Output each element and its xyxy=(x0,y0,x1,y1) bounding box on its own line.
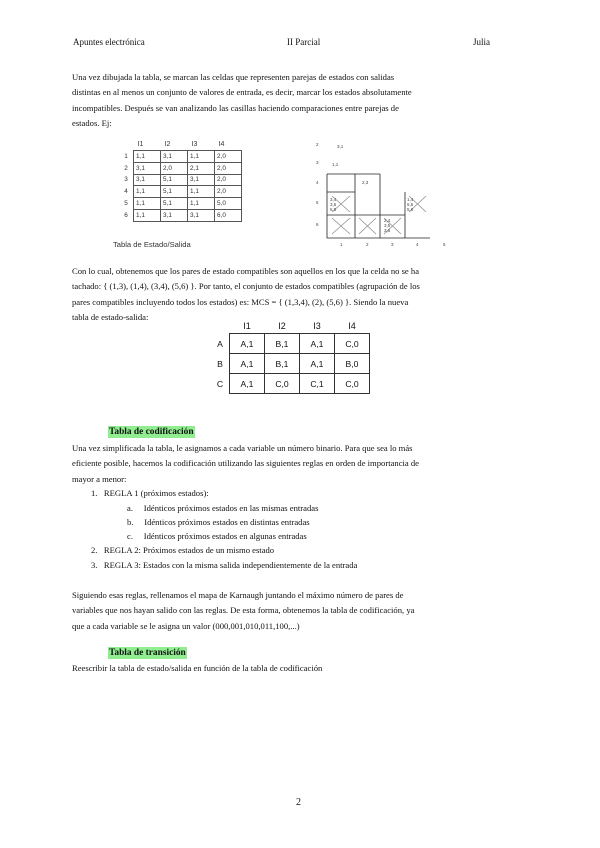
col-header: I3 xyxy=(313,320,321,331)
cell-note: 3,1 xyxy=(337,144,344,149)
row-label: 4 xyxy=(316,180,319,185)
table-row: 4 1,1 5,1 1,1 2,0 xyxy=(119,186,242,198)
row-label: 6 xyxy=(316,222,319,227)
table-row: A A,1 B,1 A,1 C,0 xyxy=(211,334,370,354)
section-heading-codification: Tabla de codificación xyxy=(109,427,194,437)
cell-note: 5,6 xyxy=(407,207,414,212)
codification-paragraph: Una vez simplificada la tabla, le asignamos a cada variable un número binario. Para que sea lo más eficiente posible, hacemos la codificación utilizando las siguientes reglas en orden de importancia de mayor a menor: xyxy=(72,443,419,484)
header-right: Julia xyxy=(473,37,490,47)
cell-note: 3,5 xyxy=(330,202,337,207)
row-label: 2 xyxy=(316,142,319,147)
page-number: 2 xyxy=(296,797,301,808)
row-label: 5 xyxy=(316,200,319,205)
col-label: 5 xyxy=(443,242,446,247)
col-header: I1 xyxy=(137,140,144,148)
list-item: c. Idénticos próximos estados en algunas entradas xyxy=(127,531,307,541)
cell-note: 3,4 xyxy=(330,197,337,202)
col-label: 3 xyxy=(391,242,394,247)
col-header: I4 xyxy=(218,140,225,148)
table-row: 5 1,1 5,1 1,1 5,0 xyxy=(119,198,242,210)
list-item: 2. REGLA 2: Próximos estados de un mismo estado xyxy=(91,545,275,555)
transition-paragraph: Reescribir la tabla de estado/salida en función de la tabla de codificación xyxy=(72,663,323,673)
cell-note: 5,5 xyxy=(330,207,337,212)
table-caption: Tabla de Estado/Salida xyxy=(113,240,191,249)
list-item: 1. REGLA 1 (próximos estados): xyxy=(91,488,209,498)
col-header: I3 xyxy=(191,140,198,148)
cell-note: 3,6 xyxy=(384,228,391,233)
cell-note: 2,3 xyxy=(362,180,369,185)
cross-mark xyxy=(359,218,376,234)
header-center: II Parcial xyxy=(287,37,321,47)
row-label: 3 xyxy=(316,160,319,165)
table-row: 6 1,1 3,1 3,1 6,0 xyxy=(119,209,242,221)
state-output-table xyxy=(119,138,242,222)
header-left: Apuntes electrónica xyxy=(73,37,145,47)
col-header: I1 xyxy=(243,320,251,331)
compatible-pairs-paragraph: Con lo cual, obtenemos que los pares de estado compatibles son aquellos en los que la celda no se ha tachado: { (1,3), (1,4), (3,4), (5,6) }. Por tanto, el conjunto de estados compatibles (agrupación de los pares compatibles incluyendo todos los estados) es: MCS = { (1,3,4), (2), (5,6) }. Siendo la nueva tabla de estado-salida: xyxy=(72,266,420,322)
cell-note: 2,4 xyxy=(384,218,391,223)
cell-note: 3,5 xyxy=(384,223,391,228)
table-row: 2 3,1 2,0 2,1 2,0 xyxy=(119,162,242,174)
cell-note: 5,5 xyxy=(407,202,414,207)
col-label: 4 xyxy=(416,242,419,247)
cell-note: 1,4 xyxy=(407,197,414,202)
reduced-state-table xyxy=(211,318,370,394)
table-row: C A,1 C,0 C,1 C,0 xyxy=(211,374,370,394)
col-header: I2 xyxy=(278,320,286,331)
section-heading-transition: Tabla de transición xyxy=(109,648,186,658)
table-row: 1 1,1 3,1 1,1 2,0 xyxy=(119,151,242,163)
col-header: I2 xyxy=(164,140,171,148)
cell-note: 1,1 xyxy=(332,162,339,167)
list-item: b. Idénticos próximos estados en distintas entradas xyxy=(127,517,310,527)
table-row: B A,1 B,1 A,1 B,0 xyxy=(211,354,370,374)
implicant-chart xyxy=(310,134,470,250)
col-header: I4 xyxy=(348,320,356,331)
list-item: 3. REGLA 3: Estados con la misma salida independientemente de la entrada xyxy=(91,560,358,570)
karnaugh-paragraph: Siguiendo esas reglas, rellenamos el mapa de Karnaugh juntando el máximo número de pares de variables que nos hayan salido con las reglas. De esta forma, obtenemos la tabla de codificación, ya que a cada variable se le asigna un valor (000,001,010,011,100,...) xyxy=(72,590,415,631)
col-label: 1 xyxy=(340,242,343,247)
list-item: a. Idénticos próximos estados en las mismas entradas xyxy=(127,503,319,513)
intro-paragraph: Una vez dibujada la tabla, se marcan las celdas que representen parejas de estados con salidas distintas en al menos un conjunto de valores de entrada, es decir, marcar los estados absolutamente incompatibles. Después se van analizando las casillas haciendo comparaciones entre parejas de estados. Ej: xyxy=(72,72,412,128)
col-label: 2 xyxy=(366,242,369,247)
table-row: 3 3,1 5,1 3,1 2,0 xyxy=(119,174,242,186)
cross-mark xyxy=(332,218,350,234)
